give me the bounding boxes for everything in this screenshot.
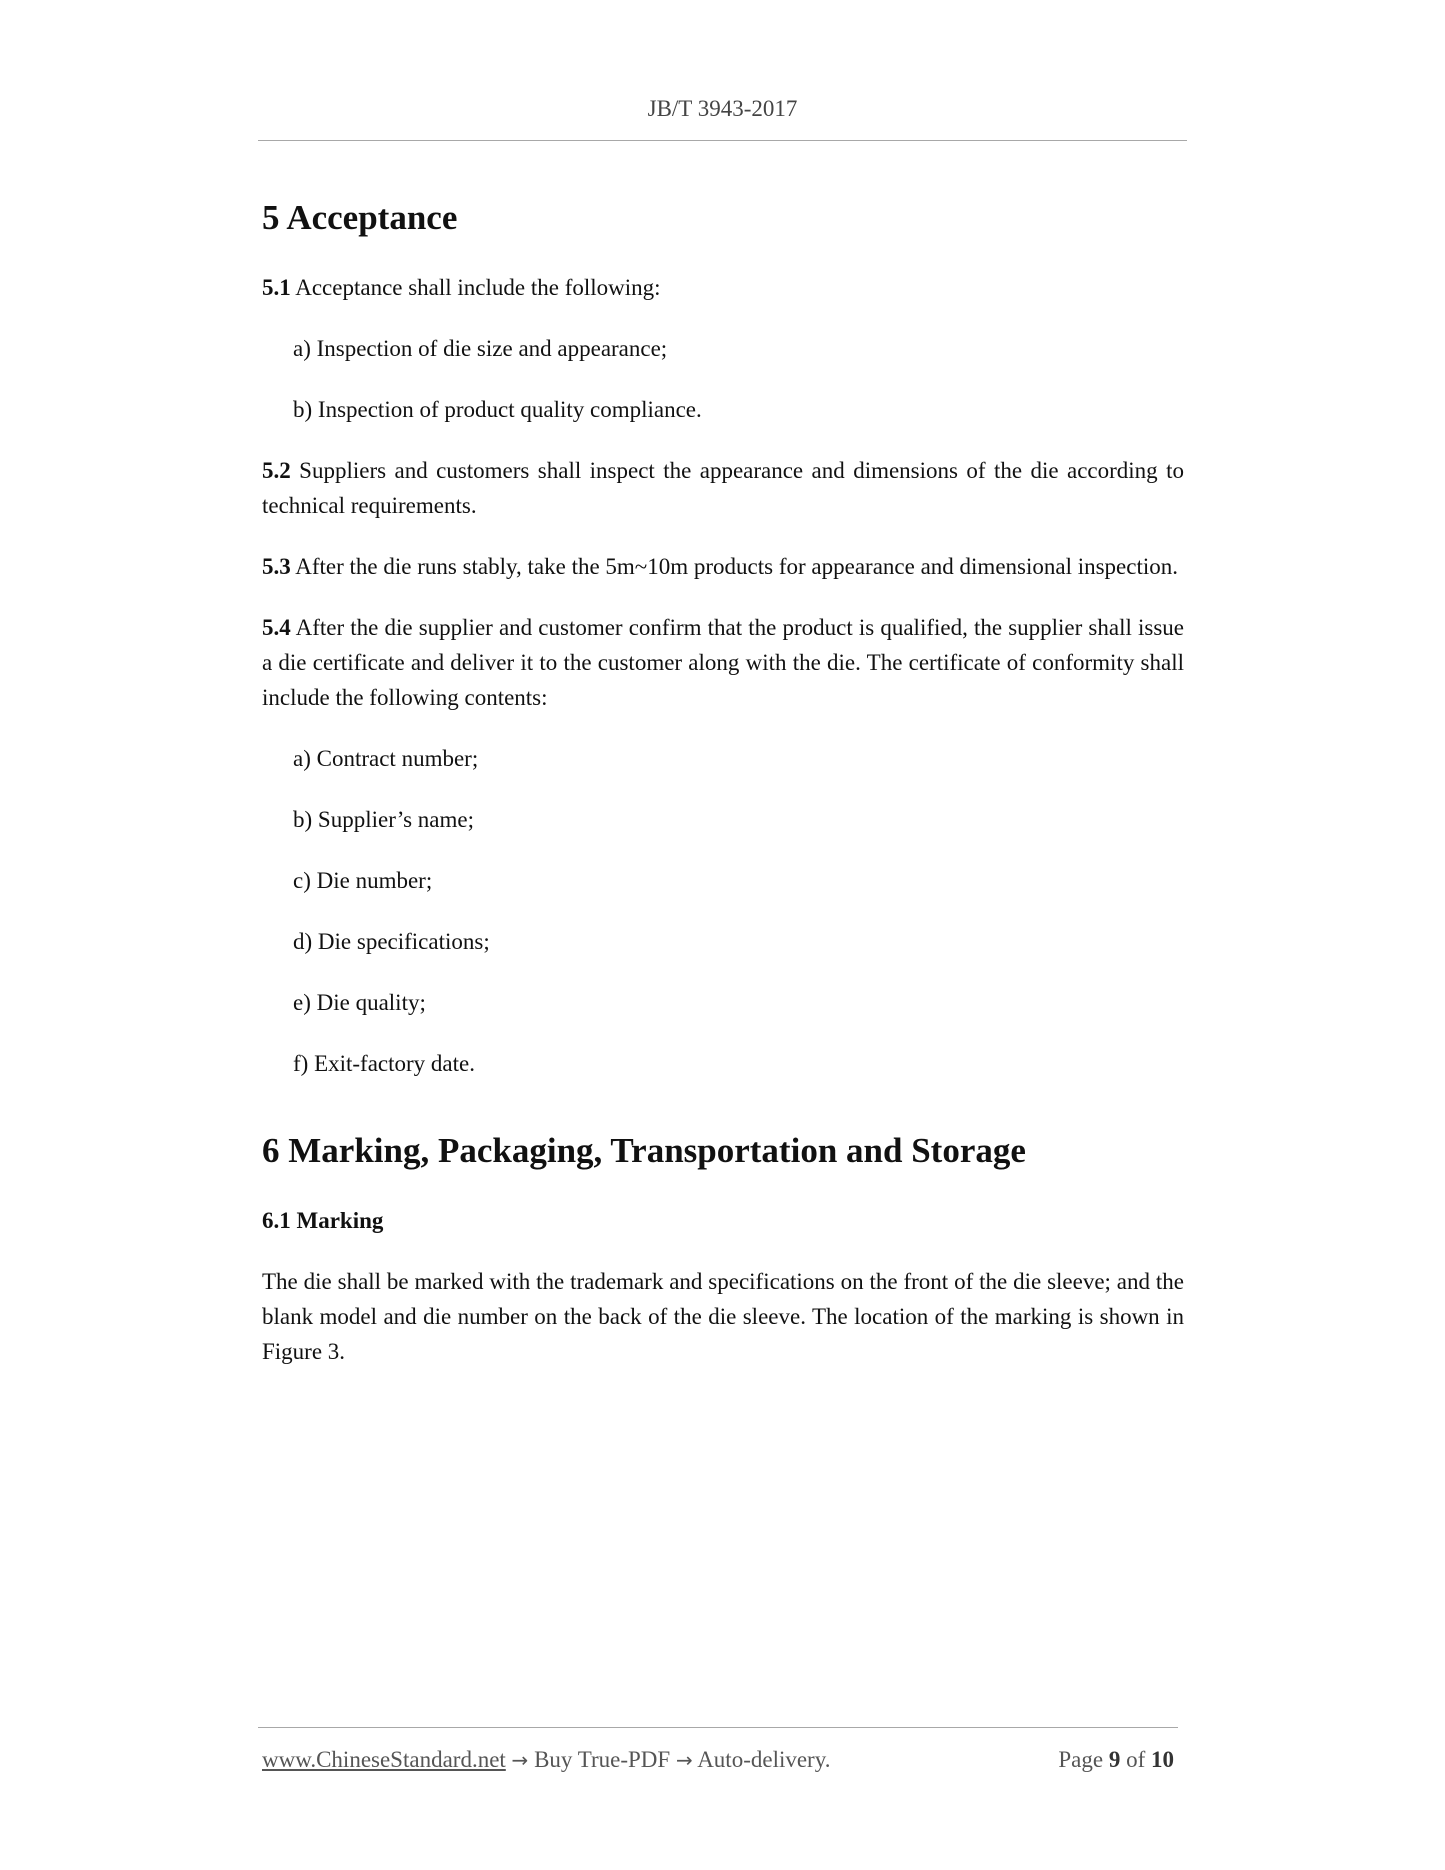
clause-5-1 [262, 270, 1184, 305]
section-6-heading: 6 Marking, Packaging, Transportation and Storage [262, 1131, 1026, 1170]
subsection-6-1-text: The die shall be marked with the trademark and specifications on the front of the die sleeve; and the blank model and die number on the back of the die sleeve. The location of the marking is shown in Figure 3. [262, 1269, 1184, 1364]
clause-5-3-number: 5.3 [262, 554, 291, 579]
arrow-right-icon: → [675, 1748, 693, 1772]
subsection-6-1-heading [262, 1203, 1184, 1238]
clause-5-4-item-e: e) Die quality; [293, 990, 426, 1015]
footer-promo [262, 1747, 830, 1773]
footer-website-link[interactable]: www.ChineseStandard.net [262, 1747, 506, 1772]
subsection-6-1-title: 6.1 Marking [262, 1208, 384, 1233]
footer-buy-text: Buy True-PDF [528, 1747, 676, 1772]
page-of: of [1120, 1747, 1151, 1772]
clause-5-2-number: 5.2 [262, 458, 291, 483]
clause-5-1-item-a: a) Inspection of die size and appearance; [293, 336, 668, 361]
clause-5-1-item-b: b) Inspection of product quality compliance. [293, 397, 702, 422]
clause-5-2-text: Suppliers and customers shall inspect the appearance and dimensions of the die according to technical requirements. [262, 458, 1184, 518]
clause-5-4-item-d: d) Die specifications; [293, 929, 490, 954]
clause-5-4-item-b: b) Supplier’s name; [293, 807, 474, 832]
footer-delivery-text: Auto-delivery. [692, 1747, 831, 1772]
header-rule [258, 140, 1187, 141]
page-number [1058, 1747, 1174, 1773]
clause-5-1-number: 5.1 [262, 275, 291, 300]
clause-5-2 [262, 453, 1184, 523]
page-label: Page [1058, 1747, 1109, 1772]
clause-5-4 [262, 610, 1184, 715]
clause-5-4-text: After the die supplier and customer confirm that the product is qualified, the supplier shall issue a die certificate and deliver it to the customer along with the die. The certificate of conformity shall include the following contents: [262, 615, 1184, 710]
clause-5-4-item-a: a) Contract number; [293, 746, 479, 771]
clause-5-4-item-f: f) Exit-factory date. [293, 1051, 475, 1076]
page-header-title: JB/T 3943-2017 [647, 96, 798, 121]
section-5-heading: 5 Acceptance [262, 198, 458, 237]
page-current: 9 [1108, 1747, 1121, 1772]
clause-5-3-text: After the die runs stably, take the 5m~10m products for appearance and dimensional inspection. [290, 554, 1179, 579]
page-total: 10 [1151, 1747, 1174, 1772]
arrow-right-icon: → [511, 1748, 529, 1772]
footer-rule [258, 1727, 1178, 1728]
clause-5-4-item-c: c) Die number; [293, 868, 433, 893]
clause-5-3 [262, 549, 1184, 584]
clause-5-1-text: Acceptance shall include the following: [290, 275, 661, 300]
clause-5-4-number: 5.4 [262, 615, 291, 640]
document-body [262, 196, 1184, 1395]
